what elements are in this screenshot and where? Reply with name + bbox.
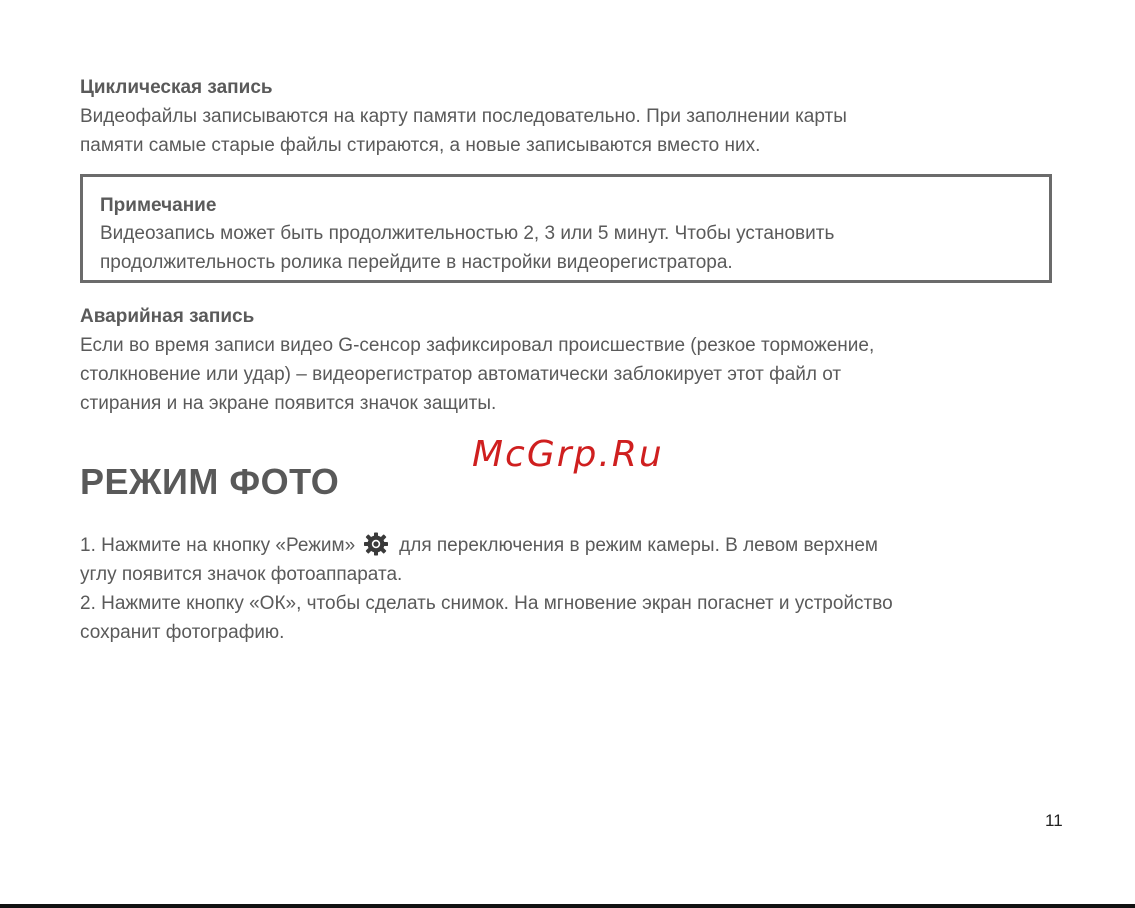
note-text — [100, 219, 834, 277]
cyclic-recording-text — [80, 102, 847, 160]
text-line: памяти самые старые файлы стираются, а новые записываются вместо них. — [80, 135, 761, 156]
text-line: Видеозапись может быть продолжительностью 2, 3 или 5 минут. Чтобы установить — [100, 223, 835, 244]
step1-text-after-icon: для переключения в режим камеры. В левом верхнем — [399, 535, 878, 556]
photo-step-2 — [80, 589, 893, 647]
text-line: продолжительность ролика перейдите в настройки видеорегистратора. — [100, 252, 733, 273]
text-line: углу появится значок фотоаппарата. — [80, 564, 403, 585]
step1-text-before-icon: 1. Нажмите на кнопку «Режим» — [80, 535, 356, 556]
gear-icon — [361, 532, 391, 556]
text-line: Если во время записи видео G-сенсор зафиксировал происшествие (резкое торможение, — [80, 335, 875, 356]
text-line: стирания и на экране появится значок защиты. — [80, 393, 497, 414]
cyclic-recording-heading: Циклическая запись — [80, 77, 273, 98]
bottom-border — [0, 904, 1135, 908]
page-number: 11 — [1045, 811, 1063, 830]
text-line — [80, 531, 878, 560]
note-heading: Примечание — [100, 195, 217, 216]
text-line: 2. Нажмите кнопку «ОК», чтобы сделать снимок. На мгновение экран погаснет и устройство — [80, 593, 893, 614]
text-line: сохранит фотографию. — [80, 622, 285, 643]
text-line: Видеофайлы записываются на карту памяти последовательно. При заполнении карты — [80, 106, 847, 127]
photo-step-1 — [80, 531, 878, 589]
watermark: McGrp.Ru — [472, 434, 664, 475]
emergency-recording-heading: Аварийная запись — [80, 306, 255, 327]
emergency-recording-text — [80, 331, 874, 418]
photo-mode-title: РЕЖИМ ФОТО — [80, 461, 340, 502]
text-line: столкновение или удар) – видеорегистратор автоматически заблокирует этот файл от — [80, 364, 842, 385]
note-box — [80, 174, 1052, 283]
